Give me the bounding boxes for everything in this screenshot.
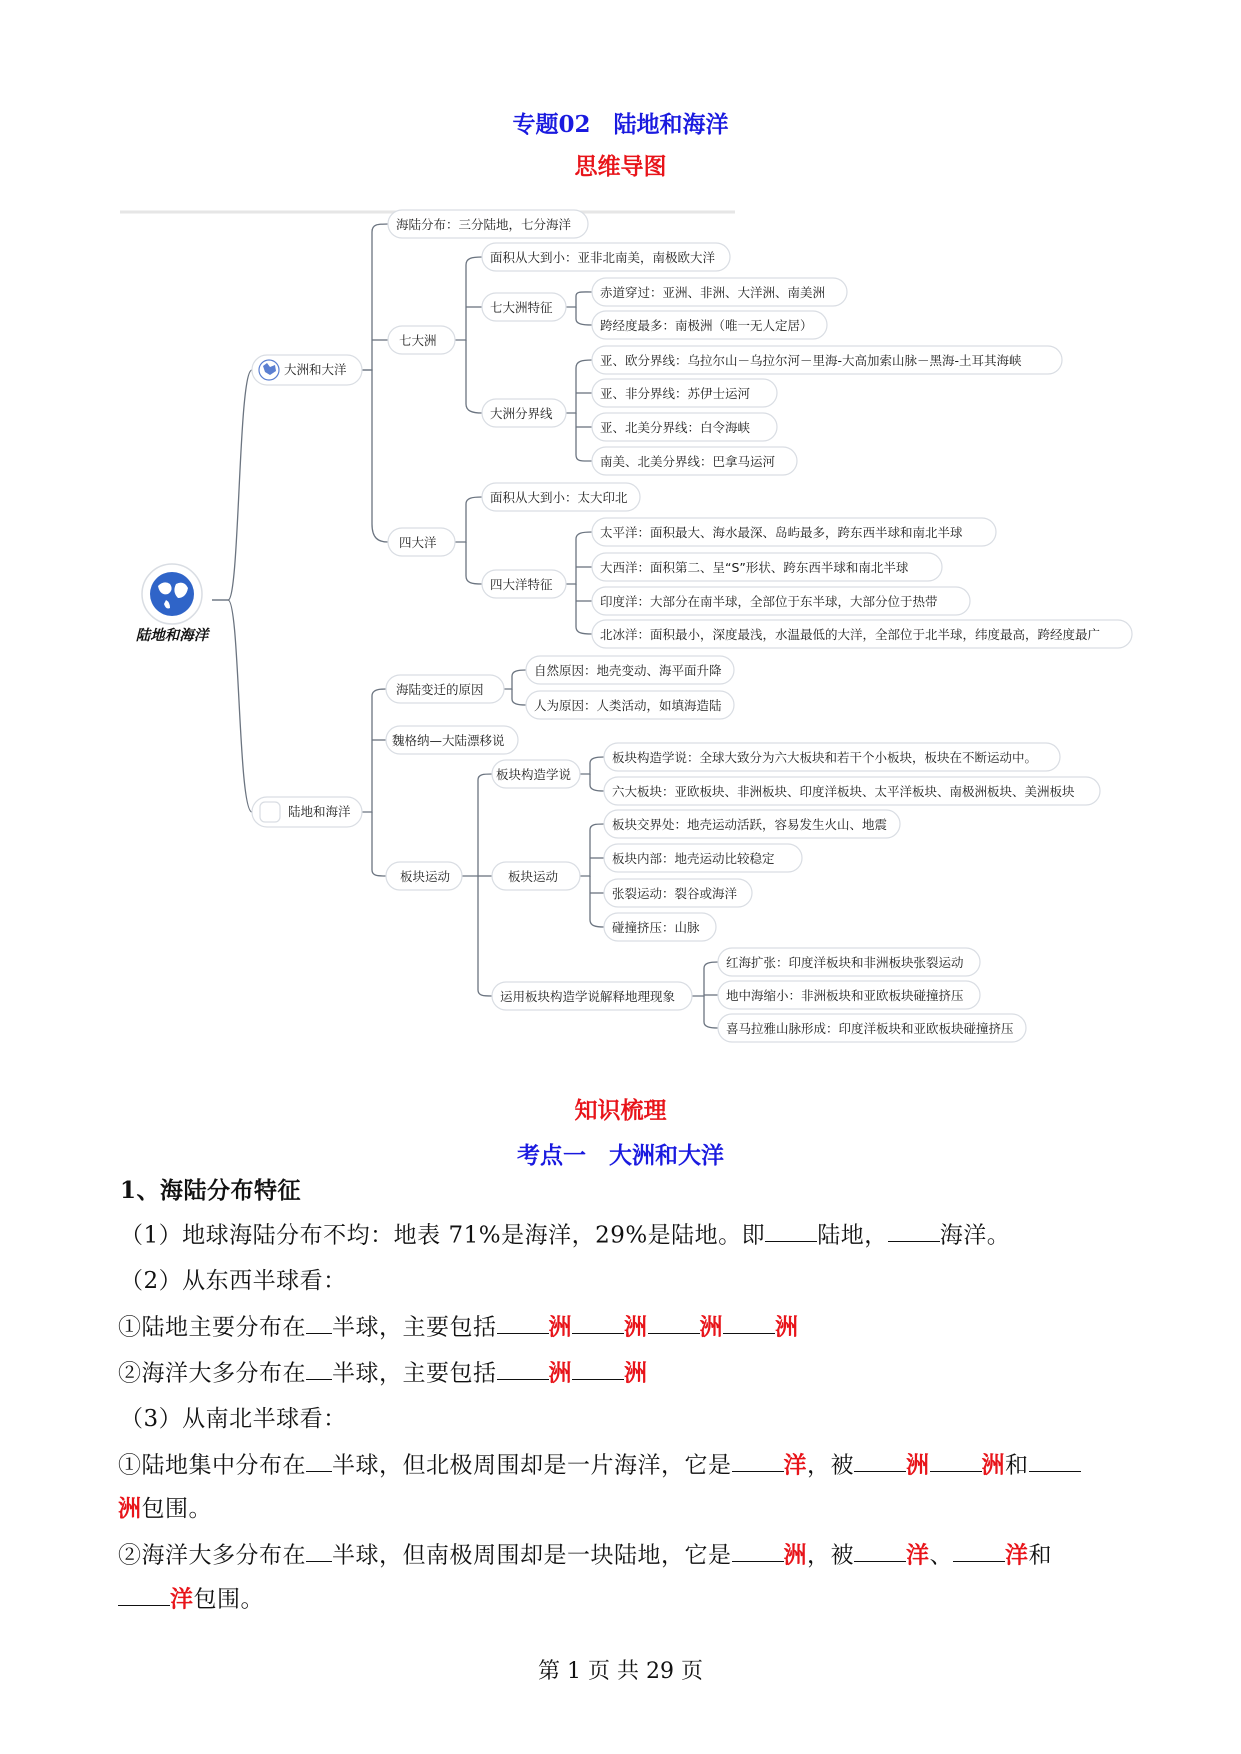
blank	[118, 1580, 170, 1606]
svg-text:魏格纳—大陆漂移说: 魏格纳—大陆漂移说	[392, 733, 505, 748]
svg-text:面积从大到小：太大印北: 面积从大到小：太大印北	[490, 490, 628, 505]
mindmap-node-indian	[592, 587, 970, 615]
svg-text:张裂运动：裂谷或海洋: 张裂运动：裂谷或海洋	[612, 886, 738, 901]
svg-text:四大洋特征: 四大洋特征	[490, 577, 553, 592]
svg-text:七大洲特征: 七大洲特征	[490, 300, 553, 315]
line-4: ②海洋大多分布在 半球，主要包括 洲 洲	[118, 1354, 648, 1387]
mindmap-node-apply-himalaya	[718, 1014, 1026, 1042]
section-title: 1、海陆分布特征	[120, 1177, 302, 1204]
svg-text:赤道穿过：亚洲、非洲、大洋洲、南美洲: 赤道穿过：亚洲、非洲、大洋洲、南美洲	[600, 285, 826, 300]
svg-text:印度洋：大部分在南半球，全部位于东半球，大部分位于热带: 印度洋：大部分在南半球，全部位于东半球，大部分位于热带	[600, 594, 938, 609]
svg-text:四大洋: 四大洋	[399, 535, 437, 550]
mindmap-node-apply-mediterranean	[718, 981, 980, 1009]
blank	[572, 1308, 624, 1334]
page-title: 专题02 陆地和海洋	[512, 111, 729, 138]
blank	[930, 1446, 982, 1472]
mindmap-node-four-area	[482, 483, 640, 511]
mindmap-node-natural-cause	[526, 656, 734, 684]
mindmap-node-equator	[592, 278, 847, 306]
line-6: ①陆地集中分布在 半球，但北极周围却是一片海洋，它是 洋，被 洲 洲和	[118, 1446, 1081, 1479]
blank	[953, 1536, 1005, 1562]
svg-text:七大洲: 七大洲	[399, 333, 437, 348]
topic-heading: 考点一 大洲和大洋	[517, 1142, 724, 1169]
svg-text:自然原因：地壳变动、海平面升降: 自然原因：地壳变动、海平面升降	[534, 663, 722, 678]
svg-text:面积从大到小：亚非北南美，南极欧大洋: 面积从大到小：亚非北南美，南极欧大洋	[490, 250, 716, 265]
svg-text:亚、非分界线：苏伊士运河: 亚、非分界线：苏伊士运河	[600, 386, 751, 401]
line-9: 洋包围。	[118, 1580, 264, 1613]
mindmap-node-change-causes	[386, 675, 504, 703]
svg-text:太平洋：面积最大、海水最深、岛屿最多，跨东西半球和南北半球: 太平洋：面积最大、海水最深、岛屿最多，跨东西半球和南北半球	[600, 525, 963, 540]
mindmap-node-motion-4	[604, 913, 716, 941]
mindmap-branch-land-sea	[252, 797, 362, 827]
line-1: （1）地球海陆分布不均：地表 71%是海洋，29%是陆地。即 陆地， 海洋。	[120, 1216, 1010, 1249]
svg-text:喜马拉雅山脉形成：印度洋板块和亚欧板块碰撞挤压: 喜马拉雅山脉形成：印度洋板块和亚欧板块碰撞挤压	[726, 1021, 1014, 1036]
svg-text:亚、欧分界线：乌拉尔山－乌拉尔河－里海-大高加索山脉－黑海-: 亚、欧分界线：乌拉尔山－乌拉尔河－里海-大高加索山脉－黑海-土耳其海峡	[600, 353, 1022, 368]
mindmap-node-motion-1	[604, 810, 900, 838]
mindmap-node-longitude	[592, 311, 827, 339]
mindmap-node-boundary-asia-africa	[592, 379, 777, 407]
blank	[497, 1308, 549, 1334]
blank	[732, 1536, 784, 1562]
line-7: 洲包围。	[118, 1495, 212, 1522]
mindmap-node-motion-2	[604, 844, 802, 872]
mindmap-root	[136, 564, 211, 644]
mindmap-node-plate-motion	[386, 862, 462, 890]
blank	[306, 1354, 332, 1380]
svg-text:红海扩张：印度洋板块和非洲板块张裂运动: 红海扩张：印度洋板块和非洲板块张裂运动	[726, 955, 964, 970]
mindmap-node-apply	[492, 982, 692, 1010]
svg-text:六大板块：亚欧板块、非洲板块、印度洋板块、太平洋板块、南极洲: 六大板块：亚欧板块、非洲板块、印度洋板块、太平洋板块、南极洲板块、美洲板块	[612, 784, 1075, 799]
svg-text:海陆分布：三分陆地，七分海洋: 海陆分布：三分陆地，七分海洋	[396, 217, 572, 232]
svg-text:地中海缩小：非洲板块和亚欧板块碰撞挤压: 地中海缩小：非洲板块和亚欧板块碰撞挤压	[726, 988, 964, 1003]
mindmap-node-wegener	[386, 726, 518, 754]
svg-text:板块交界处：地壳运动活跃，容易发生火山、地震: 板块交界处：地壳运动活跃，容易发生火山、地震	[612, 817, 888, 832]
mindmap-node-seven-features	[482, 293, 566, 321]
page-footer: 第 1 页 共 29 页	[538, 1659, 703, 1684]
svg-text:板块运动: 板块运动	[400, 869, 451, 884]
svg-text:大西洋：面积第二、呈“S”形状、跨东西半球和南北半球: 大西洋：面积第二、呈“S”形状、跨东西半球和南北半球	[600, 560, 909, 575]
svg-text:板块构造学说：全球大致分为六大板块和若干个小板块，板块在不断: 板块构造学说：全球大致分为六大板块和若干个小板块，板块在不断运动中。	[612, 750, 1038, 765]
blank	[497, 1354, 549, 1380]
blank	[306, 1308, 332, 1334]
svg-text:大洲分界线: 大洲分界线	[490, 406, 553, 421]
mindmap-node-plate-motion-sub	[492, 862, 580, 890]
mindmap-node-boundary-asia-europe	[592, 346, 1062, 374]
mindmap-node-human-cause	[526, 691, 734, 719]
blank	[854, 1536, 906, 1562]
mindmap-node-boundary-americas	[592, 447, 797, 475]
svg-text:运用板块构造学说解释地理现象: 运用板块构造学说解释地理现象	[500, 989, 676, 1004]
knowledge-heading: 知识梳理	[574, 1097, 667, 1124]
mindmap-node-plate-theory	[492, 760, 580, 788]
line-3: ①陆地主要分布在 半球，主要包括 洲 洲 洲 洲	[118, 1308, 799, 1341]
svg-text:碰撞挤压：山脉: 碰撞挤压：山脉	[612, 920, 700, 935]
svg-text:板块内部：地壳运动比较稳定: 板块内部：地壳运动比较稳定	[612, 851, 775, 866]
mindmap-node-pacific	[592, 518, 996, 546]
blank	[306, 1536, 332, 1562]
mindmap-node-apply-red-sea	[718, 948, 980, 976]
line-2: （2）从东西半球看：	[120, 1268, 347, 1294]
svg-text:板块运动: 板块运动	[508, 869, 559, 884]
mindmap-node-seven-continents	[388, 326, 455, 354]
mindmap-branch-continents-oceans	[252, 355, 362, 385]
svg-text:跨经度最多：南极洲（唯一无人定居）: 跨经度最多：南极洲（唯一无人定居）	[600, 318, 813, 333]
blank	[723, 1308, 775, 1334]
blank	[854, 1446, 906, 1472]
svg-text:板块构造学说: 板块构造学说	[496, 767, 572, 782]
line-8: ②海洋大多分布在 半球，但南极周围却是一块陆地，它是 洲，被 洋、 洋和	[118, 1536, 1052, 1569]
mindmap-node-arctic	[592, 620, 1132, 648]
blank	[648, 1308, 700, 1334]
svg-text:人为原因：人类活动，如填海造陆: 人为原因：人类活动，如填海造陆	[534, 698, 722, 713]
svg-text:南美、北美分界线：巴拿马运河: 南美、北美分界线：巴拿马运河	[600, 454, 776, 469]
mindmap-node-seven-area	[482, 243, 730, 271]
svg-text:海陆变迁的原因: 海陆变迁的原因	[396, 682, 484, 697]
svg-text:大洲和大洋: 大洲和大洋	[284, 362, 347, 377]
mindmap-node-distribution	[388, 210, 588, 238]
svg-text:北冰洋：面积最小，深度最浅，水温最低的大洋，全部位于北半球，: 北冰洋：面积最小，深度最浅，水温最低的大洋，全部位于北半球，纬度最高，跨经度最广	[600, 627, 1101, 642]
blank	[1029, 1446, 1081, 1472]
blank	[732, 1446, 784, 1472]
mindmap-node-boundary-asia-namerica	[592, 413, 777, 441]
mindmap-heading: 思维导图	[574, 153, 667, 180]
blank	[306, 1446, 332, 1472]
blank	[765, 1216, 817, 1242]
svg-text:亚、北美分界线：白令海峡: 亚、北美分界线：白令海峡	[600, 420, 751, 435]
mindmap-node-theory-2	[604, 777, 1100, 805]
mindmap-node-boundary	[482, 399, 566, 427]
mindmap-node-four-features	[482, 570, 566, 598]
mindmap-node-atlantic	[592, 553, 942, 581]
line-5: （3）从南北半球看：	[120, 1406, 347, 1432]
mindmap-node-theory-1	[604, 743, 1060, 771]
blank	[572, 1354, 624, 1380]
mindmap-node-motion-3	[604, 879, 752, 907]
mindmap-root-label: 陆地和海洋	[135, 628, 209, 644]
mindmap-node-four-oceans	[388, 528, 455, 556]
svg-text:陆地和海洋: 陆地和海洋	[288, 804, 351, 819]
blank	[888, 1216, 940, 1242]
